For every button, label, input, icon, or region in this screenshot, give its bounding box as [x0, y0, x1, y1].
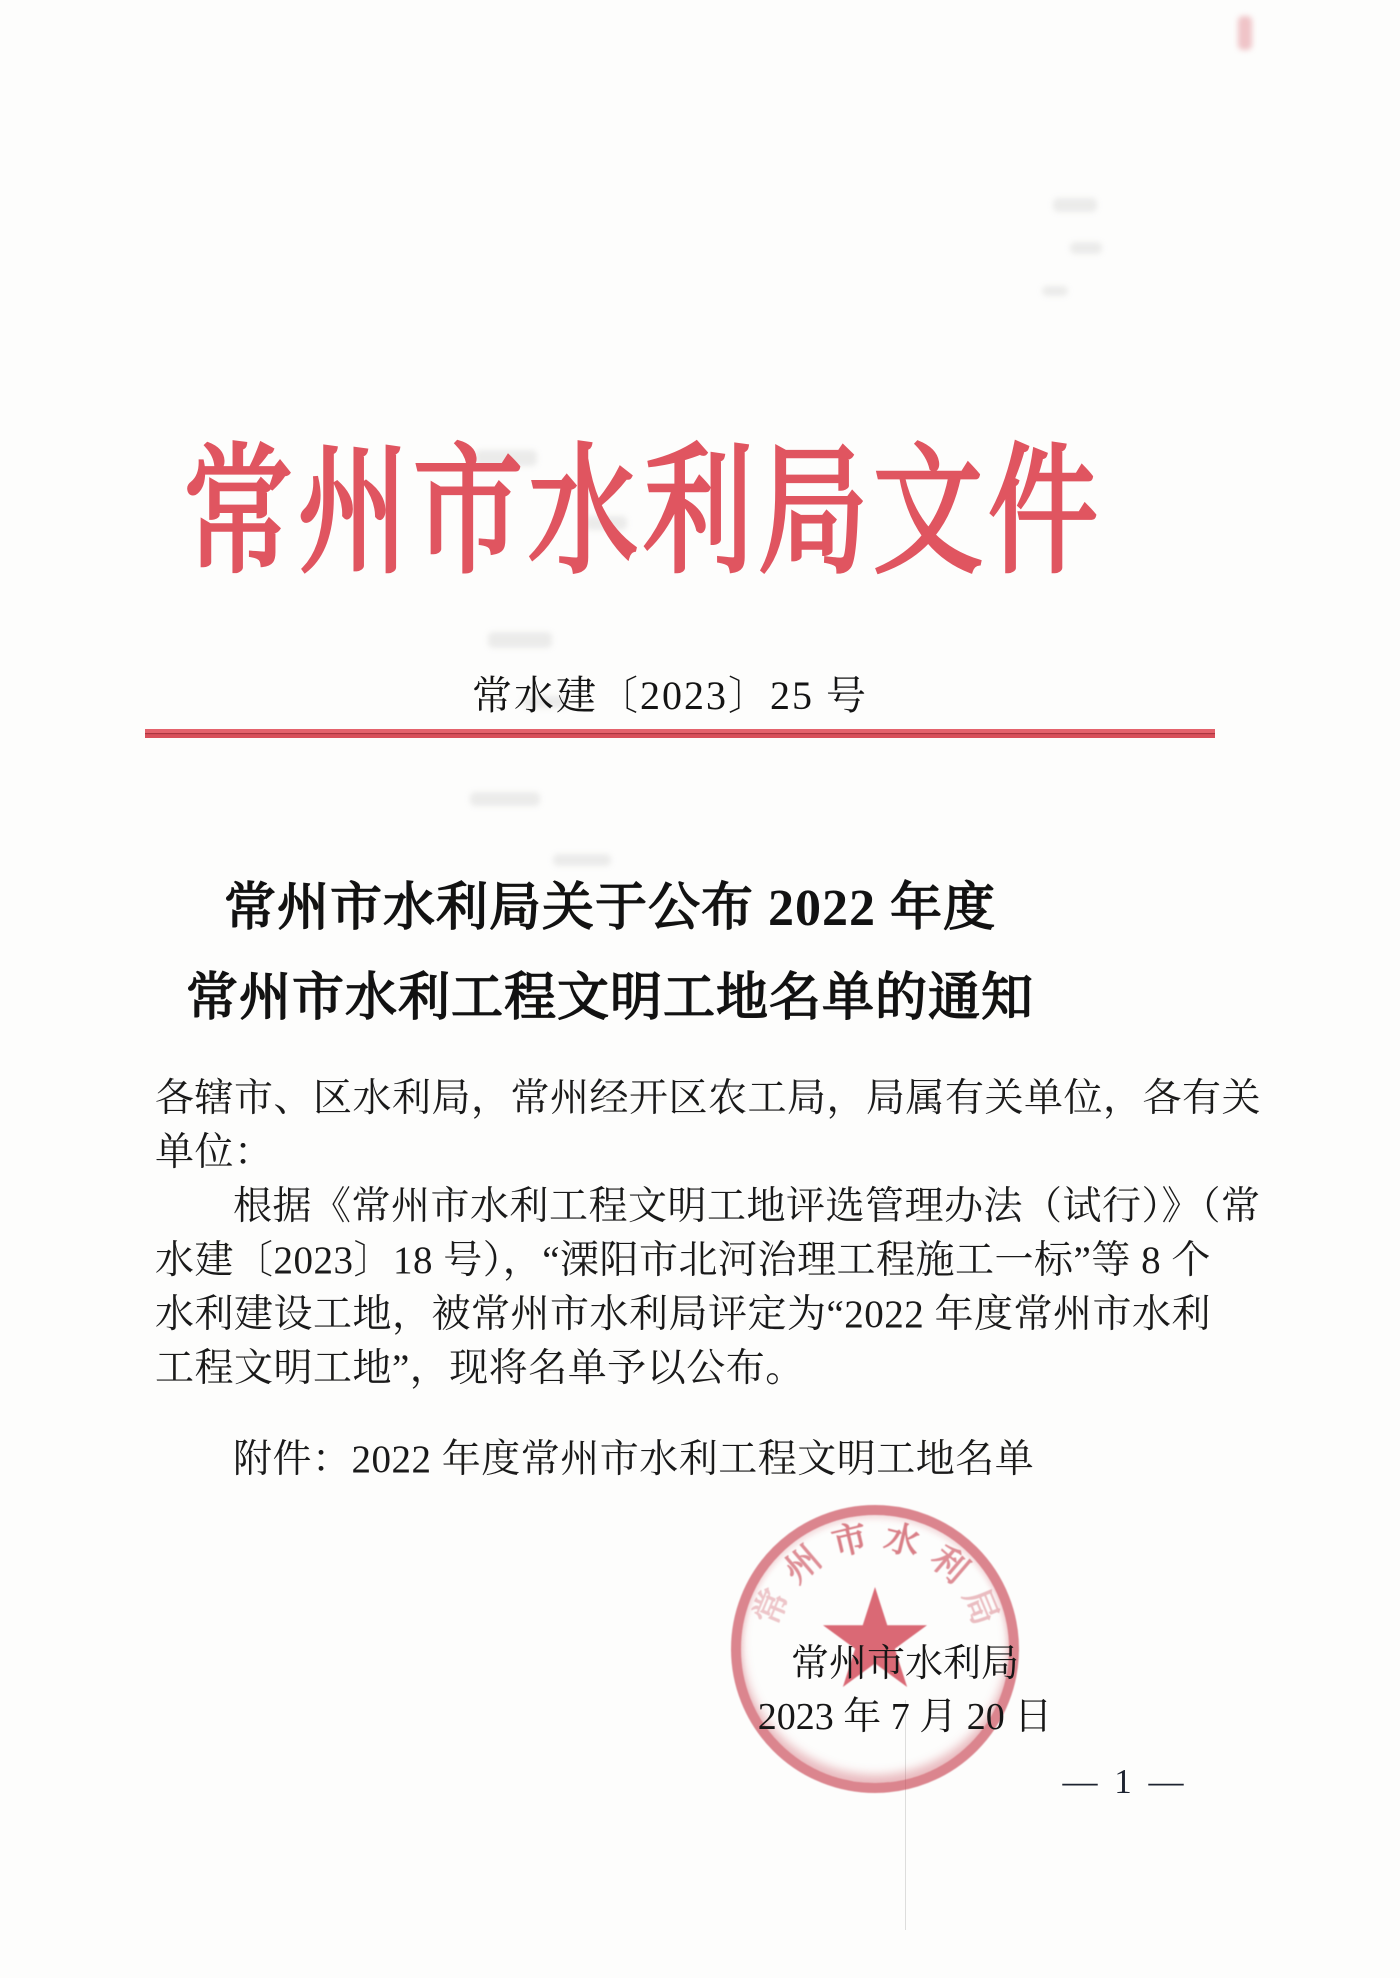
- notice-title: [0, 864, 1220, 1044]
- scan-artifact: [470, 792, 540, 806]
- notice-title-line-1: 常州市水利局关于公布 2022 年度: [223, 880, 996, 937]
- seal-arc-char: 常: [746, 1583, 797, 1631]
- body-line: 各辖市、区水利局，常州经开区农工局，局属有关单位，各有关: [155, 1077, 1262, 1120]
- scan-artifact: [1238, 16, 1252, 50]
- seal-arc-char: 利: [923, 1538, 976, 1591]
- body-paragraphs: [155, 1072, 1262, 1396]
- document-number: 常水建〔2023〕25 号: [472, 673, 868, 718]
- notice-title-line-2: 常州市水利工程文明工地名单的通知: [185, 970, 1034, 1027]
- scan-artifact: [1053, 198, 1097, 212]
- seal-arc-char: 水: [880, 1517, 924, 1564]
- scan-artifact: [1070, 242, 1102, 254]
- seal-arc-char: 局: [955, 1583, 1006, 1631]
- signature-date: 2023 年 7 月 20 日: [757, 1696, 1053, 1738]
- seal-arc-char: 市: [828, 1517, 872, 1564]
- scan-artifact: [488, 632, 552, 648]
- body-line: 水建〔2023〕18 号），“溧阳市北河治理工程施工一标”等 8 个: [155, 1239, 1211, 1282]
- body-line: 工程文明工地”，现将名单予以公布。: [155, 1347, 805, 1390]
- attachment-line: 附件：2022 年度常州市水利工程文明工地名单: [233, 1438, 1035, 1481]
- signature-block: [745, 1638, 1065, 1744]
- letterhead-title: 常州市水利局文件: [183, 434, 1103, 591]
- seal-arc-char: 州: [776, 1538, 829, 1591]
- signer-name: 常州市水利局: [790, 1643, 1019, 1685]
- body-line: 根据《常州市水利工程文明工地评选管理办法（试行）》（常: [233, 1185, 1261, 1228]
- scan-artifact: [1042, 286, 1068, 296]
- body-line: 单位：: [155, 1131, 274, 1174]
- body-line: 水利建设工地，被常州市水利局评定为“2022 年度常州市水利: [155, 1293, 1212, 1336]
- red-separator-line: [145, 729, 1215, 738]
- page-number: — 1 —: [1062, 1762, 1188, 1801]
